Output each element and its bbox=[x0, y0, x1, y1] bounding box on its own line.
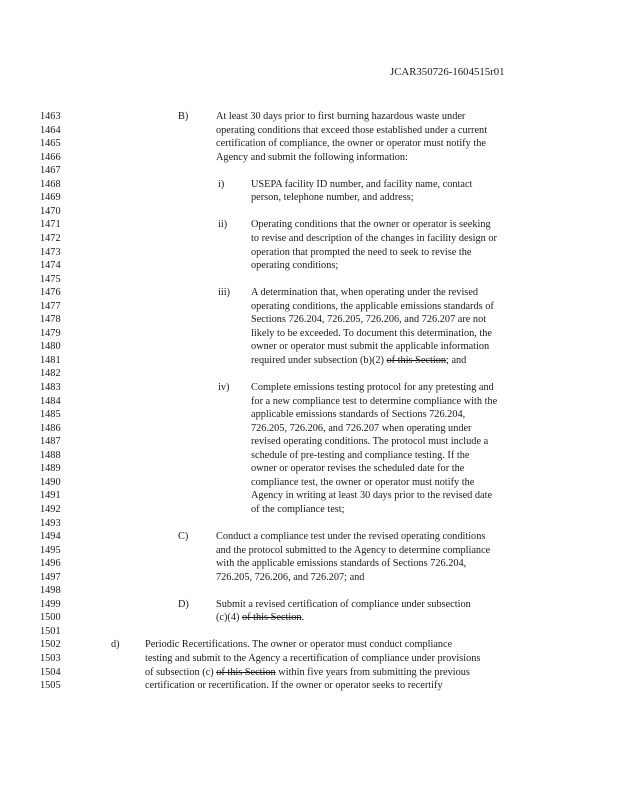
line-text bbox=[145, 652, 480, 665]
line-number: 1497 bbox=[40, 571, 61, 583]
text-segment: Operating conditions that the owner or operator is seeking bbox=[251, 219, 491, 231]
line-number: 1466 bbox=[40, 151, 61, 163]
line-text bbox=[251, 246, 471, 259]
text-segment: Sections 726.204, 726.205, 726.206, and 726.207 are not bbox=[251, 314, 487, 326]
line-number: 1488 bbox=[40, 449, 61, 461]
line-number: 1480 bbox=[40, 341, 61, 353]
line-text bbox=[251, 489, 492, 502]
line-text bbox=[251, 300, 494, 313]
text-segment: with the applicable emissions standards of Sections 726.204, bbox=[216, 558, 467, 570]
text-segment: operation that prompted the need to seek to revise the bbox=[251, 246, 472, 258]
subsection-marker: iv) bbox=[218, 382, 230, 393]
line-number: 1470 bbox=[40, 205, 61, 217]
text-segment: certification of compliance, the owner or operator must notify the bbox=[216, 138, 486, 150]
line-number: 1482 bbox=[40, 368, 61, 380]
line-number: 1478 bbox=[40, 314, 61, 326]
text-segment: owner or operator must submit the applicable information bbox=[251, 341, 490, 353]
line-text bbox=[251, 178, 472, 191]
line-number: 1487 bbox=[40, 436, 61, 448]
text-segment: likely to be exceeded. To document this determination, the bbox=[251, 327, 492, 339]
text-segment: ; and bbox=[446, 354, 467, 366]
line-number: 1481 bbox=[40, 354, 61, 366]
line-number: 1484 bbox=[40, 395, 61, 407]
line-text bbox=[145, 679, 443, 692]
line-text bbox=[251, 313, 486, 326]
line-text bbox=[216, 557, 466, 570]
text-segment: schedule of pre-testing and compliance testing. If the bbox=[251, 449, 470, 461]
line-number: 1493 bbox=[40, 517, 61, 529]
line-text bbox=[251, 286, 478, 299]
line-text bbox=[216, 598, 471, 611]
text-segment: operating conditions that exceed those established under a current bbox=[216, 124, 488, 136]
line-text bbox=[145, 638, 452, 651]
text-segment: testing and submit to the Agency a recertification of compliance under provisions bbox=[145, 653, 481, 664]
line-number: 1489 bbox=[40, 463, 61, 475]
line-number: 1483 bbox=[40, 382, 61, 393]
line-text bbox=[251, 354, 466, 367]
text-segment: and the protocol submitted to the Agency to determine compliance bbox=[216, 544, 491, 556]
line-number: 1486 bbox=[40, 422, 61, 434]
text-segment: . bbox=[301, 612, 305, 624]
text-segment: revised operating conditions. The protocol must include a bbox=[251, 436, 489, 448]
text-segment: owner or operator revises the scheduled date for the bbox=[251, 463, 465, 475]
text-segment: operating conditions, the applicable emissions standards of bbox=[251, 300, 494, 312]
text-segment: At least 30 days prior to first burning hazardous waste under bbox=[216, 111, 466, 122]
line-text bbox=[216, 151, 408, 164]
text-segment: to revise and description of the changes in facility design or bbox=[251, 232, 497, 244]
text-segment: 726.205, 726.206, and 726.207 when operating under bbox=[251, 422, 472, 434]
line-number: 1500 bbox=[40, 612, 61, 624]
line-text bbox=[251, 462, 464, 475]
text-segment: 726.205, 726.206, and 726.207; and bbox=[216, 571, 365, 583]
subsection-marker: B) bbox=[178, 111, 189, 122]
line-number: 1499 bbox=[40, 598, 61, 610]
text-segment: compliance test, the owner or operator must notify the bbox=[251, 476, 475, 488]
line-text bbox=[251, 476, 474, 489]
line-text bbox=[251, 449, 469, 462]
text-segment: A determination that, when operating under the revised bbox=[251, 287, 479, 299]
line-number: 1491 bbox=[40, 490, 61, 502]
line-number: 1474 bbox=[40, 260, 61, 272]
line-text bbox=[216, 611, 304, 624]
line-text bbox=[251, 191, 414, 204]
line-number: 1477 bbox=[40, 300, 61, 312]
line-number: 1463 bbox=[40, 111, 61, 122]
line-number: 1476 bbox=[40, 287, 61, 299]
text-segment: operating conditions; bbox=[251, 260, 339, 272]
line-number: 1494 bbox=[40, 531, 61, 543]
line-number: 1490 bbox=[40, 476, 61, 488]
text-segment: within five years from submitting the previous bbox=[275, 666, 470, 678]
line-number: 1492 bbox=[40, 503, 61, 515]
line-text bbox=[251, 232, 497, 245]
line-text bbox=[251, 340, 489, 353]
subsection-marker: D) bbox=[178, 598, 189, 610]
text-segment: certification or recertification. If the owner or operator seeks to recertify bbox=[145, 680, 443, 692]
line-number: 1485 bbox=[40, 409, 61, 421]
line-text bbox=[251, 503, 345, 516]
line-number: 1496 bbox=[40, 558, 61, 570]
line-text bbox=[251, 218, 491, 231]
text-segment: Submit a revised certification of compliance under subsection bbox=[216, 598, 471, 610]
line-text bbox=[216, 110, 465, 123]
line-text bbox=[251, 327, 492, 340]
line-number: 1468 bbox=[40, 178, 61, 190]
line-number: 1479 bbox=[40, 327, 61, 339]
text-segment: Agency in writing at least 30 days prior to the revised date bbox=[251, 490, 493, 502]
line-number: 1464 bbox=[40, 124, 61, 136]
text-segment: of subsection (c) bbox=[145, 666, 217, 678]
line-text bbox=[216, 544, 490, 557]
line-number: 1473 bbox=[40, 246, 61, 258]
line-text bbox=[251, 408, 465, 421]
line-number: 1501 bbox=[40, 625, 61, 637]
line-number: 1505 bbox=[40, 680, 61, 692]
text-segment: required under subsection (b)(2) bbox=[251, 354, 387, 366]
line-text bbox=[251, 259, 338, 272]
line-number: 1469 bbox=[40, 192, 61, 204]
text-segment: Periodic Recertifications. The owner or operator must conduct compliance bbox=[145, 639, 453, 651]
subsection-marker: C) bbox=[178, 531, 189, 543]
line-text bbox=[216, 530, 485, 543]
line-text bbox=[216, 124, 487, 137]
line-number: 1472 bbox=[40, 232, 61, 244]
text-segment: applicable emissions standards of Sections 726.204, bbox=[251, 409, 466, 421]
text-segment: Conduct a compliance test under the revised operating conditions bbox=[216, 531, 486, 543]
line-number: 1495 bbox=[40, 544, 61, 556]
text-segment: of the compliance test; bbox=[251, 503, 345, 515]
struck-text: of this Section bbox=[216, 666, 276, 678]
text-segment: for a new compliance test to determine compliance with the bbox=[251, 395, 498, 407]
line-text bbox=[251, 422, 472, 435]
subsection-marker: ii) bbox=[218, 219, 228, 231]
line-number: 1465 bbox=[40, 138, 61, 150]
line-number: 1471 bbox=[40, 219, 61, 231]
struck-text: of this Section bbox=[242, 612, 302, 624]
text-segment: (c)(4) bbox=[216, 612, 243, 624]
line-number: 1504 bbox=[40, 666, 61, 678]
subsection-marker: d) bbox=[111, 639, 120, 651]
line-text bbox=[251, 381, 494, 394]
line-number: 1502 bbox=[40, 639, 61, 651]
line-number: 1498 bbox=[40, 585, 61, 597]
document-id-header: JCAR350726-1604515r01 bbox=[390, 66, 505, 78]
text-segment: USEPA facility ID number, and facility name, contact bbox=[251, 178, 473, 190]
subsection-marker: iii) bbox=[218, 287, 231, 299]
line-number: 1467 bbox=[40, 165, 61, 177]
line-text bbox=[216, 571, 364, 584]
subsection-marker: i) bbox=[218, 178, 225, 190]
text-segment: person, telephone number, and address; bbox=[251, 192, 414, 204]
line-text bbox=[251, 395, 497, 408]
line-number: 1503 bbox=[40, 653, 61, 664]
text-segment: Complete emissions testing protocol for any pretesting and bbox=[251, 382, 494, 393]
line-number: 1475 bbox=[40, 273, 61, 285]
line-text bbox=[216, 137, 486, 150]
text-segment: Agency and submit the following information: bbox=[216, 151, 408, 163]
struck-text: of this Section bbox=[386, 354, 447, 366]
line-text bbox=[251, 435, 488, 448]
line-text bbox=[145, 666, 470, 679]
